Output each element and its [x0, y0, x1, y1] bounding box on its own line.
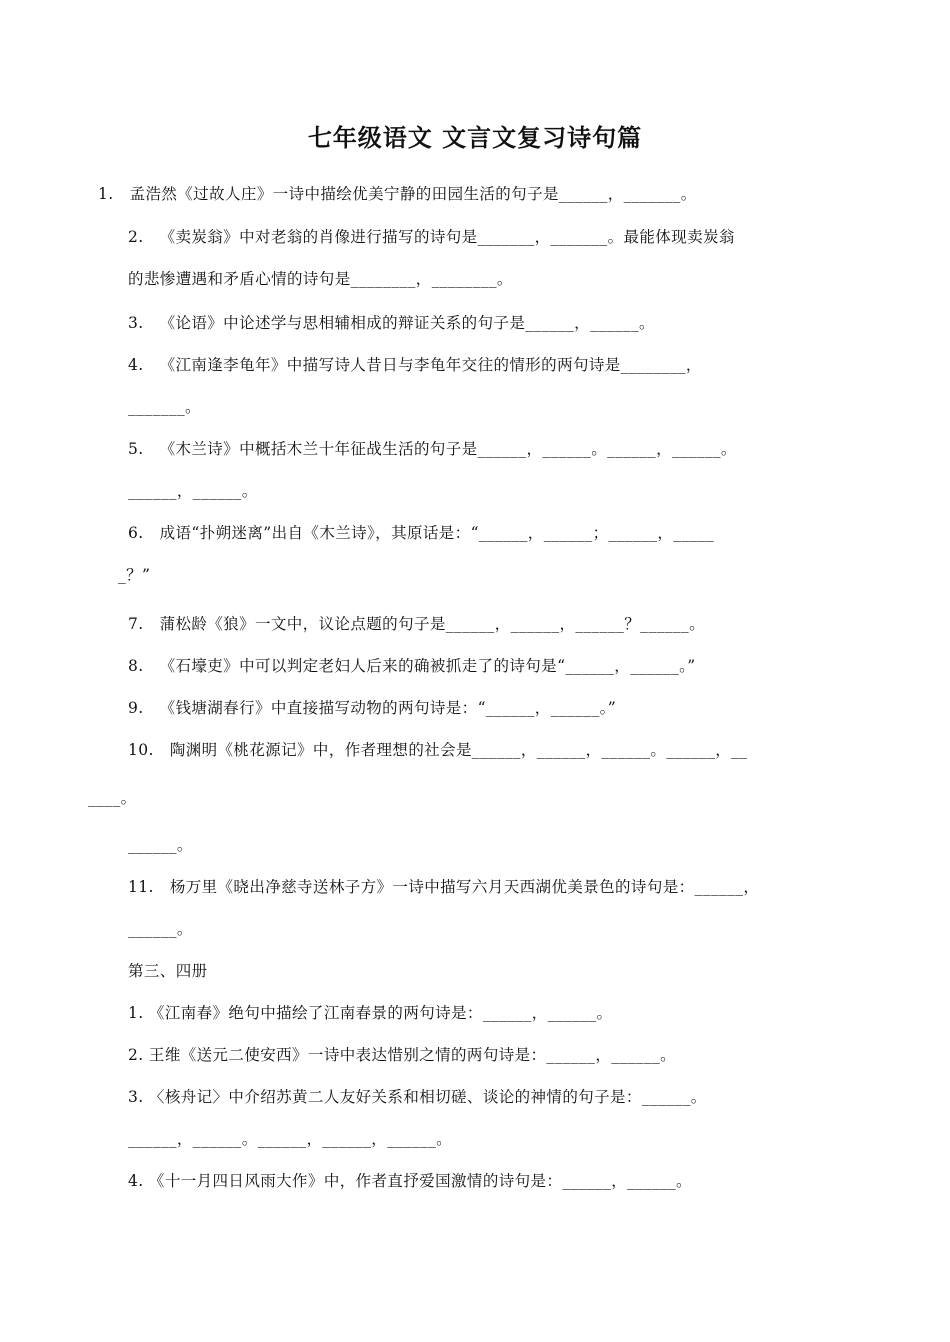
page-title: 七年级语文 文言文复习诗句篇 — [307, 124, 643, 152]
text-line: 2. 《卖炭翁》中对老翁的肖像进行描写的诗句是_______，_______。最能体现卖炭翁 — [128, 228, 735, 246]
text-line: 4. 《江南逢李龟年》中描写诗人昔日与李龟年交往的情形的两句诗是________， — [128, 356, 702, 374]
text-line: 的悲惨遭遇和矛盾心情的诗句是________，________。 — [128, 270, 513, 288]
text-line: _______。 — [128, 398, 201, 416]
text-line: ______。 — [128, 920, 193, 938]
text-line: _？” — [118, 566, 151, 584]
text-line: 8. 《石壕吏》中可以判定老妇人后来的确被抓走了的诗句是“______，______。” — [128, 657, 696, 675]
text-line: ______。 — [128, 836, 193, 854]
text-line: ______，______。 — [128, 482, 258, 500]
text-line: 4. 《十一月四日风雨大作》中，作者直抒爱国激情的诗句是：______，______。 — [128, 1172, 692, 1190]
text-line: ____。 — [88, 789, 137, 807]
text-line: 2. 王维《送元二使安西》一诗中表达惜别之情的两句诗是：______，______。 — [128, 1046, 677, 1064]
text-line: ______，______。______，______，______。 — [128, 1130, 453, 1148]
section-heading: 第三、四册 — [128, 962, 208, 980]
text-line: 3. 《论语》中论述学与思相辅相成的辩证关系的句子是______，______。 — [128, 314, 655, 332]
text-line: 1. 《江南春》绝句中描绘了江南春景的两句诗是：______，______。 — [128, 1004, 613, 1022]
text-line: 1. 孟浩然《过故人庄》一诗中描绘优美宁静的田园生活的句子是______，_______。 — [98, 185, 697, 203]
text-line: 6. 成语“扑朔迷离”出自《木兰诗》，其原话是：“______，______；______，_____ — [128, 524, 715, 542]
text-line: 9. 《钱塘湖春行》中直接描写动物的两句诗是：“______，______。” — [128, 699, 617, 717]
text-line: 7. 蒲松龄《狼》一文中，议论点题的句子是______，______，______？______。 — [128, 615, 705, 633]
text-line: 11. 杨万里《晓出净慈寺送林子方》一诗中描写六月天西湖优美景色的诗句是：______， — [128, 878, 760, 896]
text-line: 5. 《木兰诗》中概括木兰十年征战生活的句子是______，______。______，______。 — [128, 440, 737, 458]
text-line: 10. 陶渊明《桃花源记》中，作者理想的社会是______，______，______。______，__ — [128, 741, 748, 759]
text-line: 3. 〈核舟记〉中介绍苏黄二人友好关系和相切磋、谈论的神情的句子是：______。 — [128, 1088, 707, 1106]
